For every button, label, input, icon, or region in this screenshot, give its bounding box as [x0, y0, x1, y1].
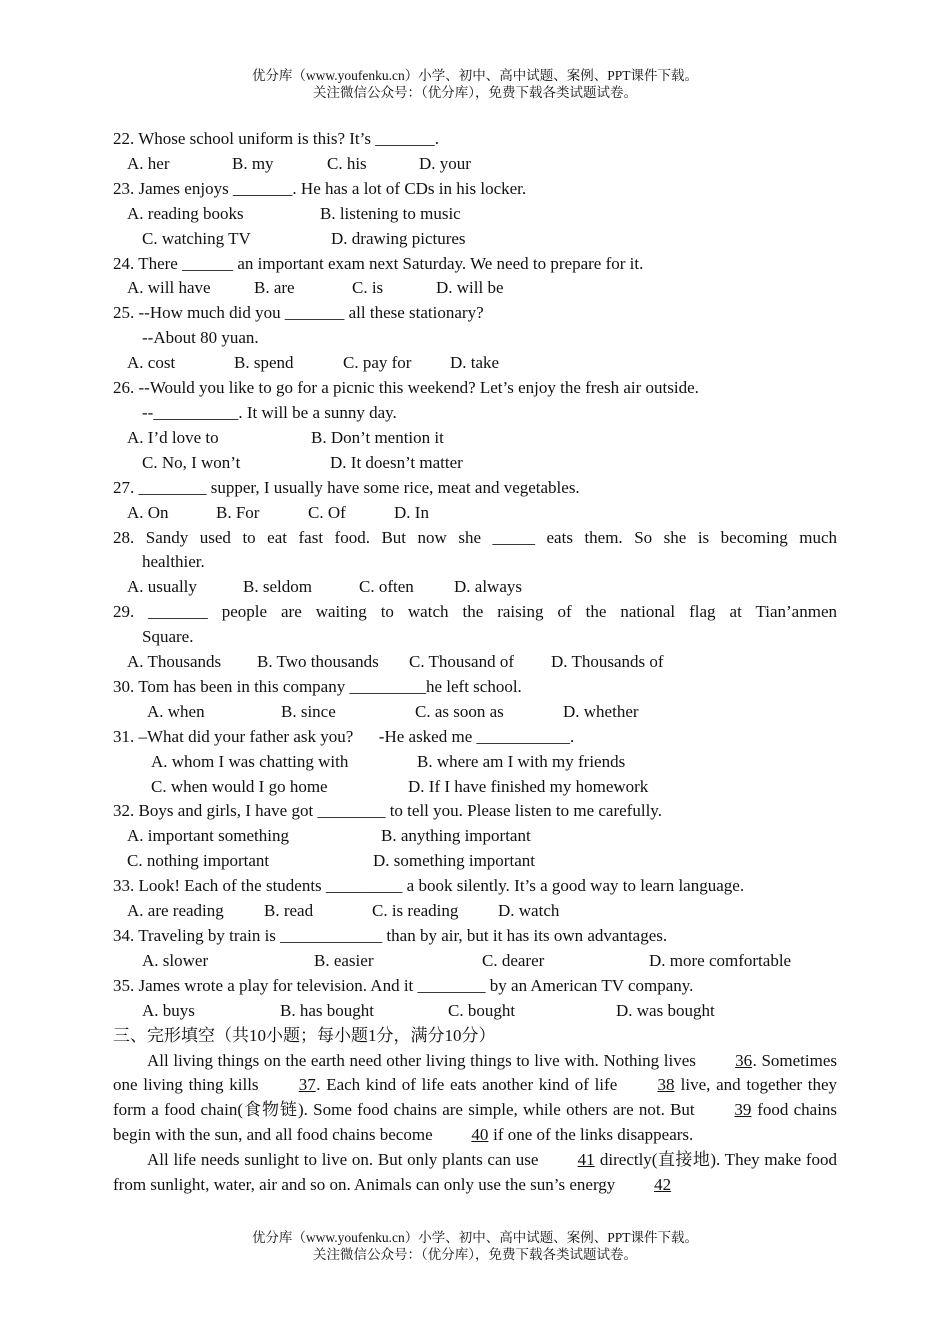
option-d: D. always	[454, 577, 522, 597]
option-a: A. when	[147, 701, 205, 721]
question-32-stem: 32. Boys and girls, I have got ________ to tell you. Please listen to me carefully.	[113, 801, 662, 821]
option-b: B. For	[216, 502, 260, 522]
question-26-options-row1	[113, 426, 837, 451]
question-27-stem: 27. ________ supper, I usually have some rice, meat and vegetables.	[113, 477, 580, 497]
cloze-text: live, and together they form a food chain(食物链). Some food chains are simple, while others are not. But	[113, 1075, 838, 1120]
option-c: C. watching TV	[142, 228, 251, 248]
option-d: D. Thousands of	[551, 652, 664, 672]
question-35-options	[113, 999, 837, 1024]
question-27-options	[113, 501, 837, 526]
section-3-heading: 三、完形填空（共10小题；每小题1分，满分10分）	[113, 1025, 496, 1045]
question-23-options-row1	[113, 202, 837, 227]
option-b: B. anything important	[381, 826, 531, 846]
cloze-text: if one of the links disappears.	[493, 1125, 694, 1145]
option-a: A. I’d love to	[127, 427, 219, 447]
option-b: B. Two thousands	[257, 652, 379, 672]
option-a: A. usually	[127, 577, 197, 597]
option-b: B. read	[264, 901, 314, 921]
option-a: A. On	[127, 502, 169, 522]
footer-line-1: 优分库（www.youfenku.cn）小学、初中、高中试题、案例、PPT课件下载。	[251, 1230, 699, 1245]
option-b: B. since	[281, 701, 336, 721]
option-a: A. whom I was chatting with	[151, 751, 349, 771]
option-d: D. take	[450, 353, 500, 373]
question-25-stem-2: --About 80 yuan.	[142, 328, 259, 348]
question-29-stem: 29. _______ people are waiting to watch the raising of the national flag at Tian’anmen	[113, 602, 837, 622]
option-d: D. watch	[498, 901, 560, 921]
cloze-blank-39: 39	[734, 1100, 752, 1120]
option-b: B. Don’t mention it	[311, 427, 444, 447]
question-31-stem: 31. –What did your father ask you? -He asked me ___________.	[113, 726, 575, 746]
option-b: B. easier	[314, 950, 374, 970]
question-29-stem-2: Square.	[142, 627, 194, 647]
option-a: A. slower	[142, 950, 209, 970]
question-31-options-row2	[113, 775, 837, 800]
cloze-paragraph-2	[113, 1148, 837, 1198]
cloze-paragraph-1	[113, 1049, 837, 1149]
question-35-stem: 35. James wrote a play for television. And it ________ by an American TV company.	[113, 975, 694, 995]
question-25-options	[113, 351, 837, 376]
option-c: C. Thousand of	[409, 652, 514, 672]
exam-content	[113, 127, 837, 1198]
question-30-options	[113, 700, 837, 725]
option-d: D. your	[419, 153, 471, 173]
option-b: B. where am I with my friends	[417, 751, 626, 771]
option-d: D. was bought	[616, 1000, 715, 1020]
page-footer	[0, 1229, 950, 1263]
question-26-options-row2	[113, 451, 837, 476]
option-d: D. drawing pictures	[331, 228, 466, 248]
question-23-options-row2	[113, 227, 837, 252]
option-c: C. pay for	[343, 353, 412, 373]
option-c: C. bought	[448, 1000, 516, 1020]
question-32-options-row1	[113, 824, 837, 849]
question-22-stem: 22. Whose school uniform is this? It’s _______.	[113, 129, 439, 148]
question-33-stem: 33. Look! Each of the students _________ a book silently. It’s a good way to learn language.	[113, 876, 745, 896]
question-22-options	[113, 152, 837, 177]
option-b: B. has bought	[280, 1000, 374, 1020]
option-d: D. If I have finished my homework	[408, 776, 649, 796]
question-24-options	[113, 276, 837, 301]
option-a: A. will have	[127, 278, 211, 298]
option-a: A. reading books	[127, 203, 244, 223]
option-b: B. are	[254, 278, 295, 298]
question-29-options	[113, 650, 837, 675]
option-c: C. Of	[308, 502, 346, 522]
cloze-text: All living things on the earth need other living things to live with. Nothing lives	[147, 1050, 696, 1070]
cloze-text: . Each kind of life eats another kind of life	[316, 1075, 618, 1095]
cloze-text: All life needs sunlight to live on. But only plants can use	[147, 1150, 539, 1170]
question-31-options-row1	[113, 750, 837, 775]
option-d: D. It doesn’t matter	[330, 452, 463, 472]
cloze-blank-41: 41	[577, 1150, 595, 1170]
option-d: D. more comfortable	[649, 950, 792, 970]
cloze-text: . Sometimes one living thing kills	[113, 1050, 838, 1095]
cloze-blank-40: 40	[471, 1125, 489, 1145]
option-c: C. No, I won’t	[142, 452, 241, 472]
option-b: B. my	[232, 153, 274, 173]
question-28-stem-2: healthier.	[142, 552, 205, 572]
header-line-2: 关注微信公众号：（优分库），免费下载各类试题试卷。	[313, 85, 637, 100]
footer-line-2: 关注微信公众号：（优分库），免费下载各类试题试卷。	[313, 1247, 637, 1262]
option-c: C. nothing important	[127, 851, 270, 871]
option-d: D. will be	[436, 278, 504, 298]
question-30-stem: 30. Tom has been in this company _________he left school.	[113, 676, 522, 696]
cloze-text: food chains begin with the sun, and all food chains become	[113, 1100, 838, 1145]
question-24-stem: 24. There ______ an important exam next Saturday. We need to prepare for it.	[113, 253, 644, 273]
option-c: C. as soon as	[415, 701, 504, 721]
option-a: A. buys	[142, 1000, 195, 1020]
option-d: D. whether	[563, 701, 639, 721]
question-32-options-row2	[113, 849, 837, 874]
option-a: A. cost	[127, 353, 176, 373]
option-b: B. seldom	[243, 577, 312, 597]
cloze-blank-42: 42	[654, 1175, 672, 1195]
question-23-stem: 23. James enjoys _______. He has a lot of CDs in his locker.	[113, 178, 527, 198]
option-d: D. something important	[373, 851, 535, 871]
cloze-blank-37: 37	[298, 1075, 316, 1095]
option-c: C. when would I go home	[151, 776, 328, 796]
option-a: A. are reading	[127, 901, 224, 921]
option-c: C. is	[352, 278, 384, 298]
cloze-blank-36: 36	[735, 1050, 753, 1070]
option-a: A. her	[127, 153, 170, 173]
cloze-text: directly(直接地). They make food from sunlight, water, air and so on. Animals can only use the sun’s energy	[113, 1150, 838, 1195]
option-c: C. often	[359, 577, 414, 597]
question-33-options	[113, 899, 837, 924]
question-28-options	[113, 575, 837, 600]
option-a: A. important something	[127, 826, 289, 846]
question-26-stem: 26. --Would you like to go for a picnic this weekend? Let’s enjoy the fresh air outside.	[113, 378, 699, 398]
question-28-stem: 28. Sandy used to eat fast food. But now she _____ eats them. So she is becoming much	[113, 527, 837, 547]
question-34-options	[113, 949, 837, 974]
page-header	[0, 67, 950, 101]
option-c: C. is reading	[372, 901, 459, 921]
cloze-blank-38: 38	[657, 1075, 675, 1095]
option-d: D. In	[394, 502, 429, 522]
option-c: C. his	[327, 153, 367, 173]
question-25-stem: 25. --How much did you _______ all these stationary?	[113, 303, 484, 323]
header-line-1: 优分库（www.youfenku.cn）小学、初中、高中试题、案例、PPT课件下载。	[251, 68, 699, 83]
option-b: B. listening to music	[320, 203, 461, 223]
question-34-stem: 34. Traveling by train is ____________ than by air, but it has its own advantages.	[113, 926, 668, 945]
option-a: A. Thousands	[127, 652, 222, 672]
option-c: C. dearer	[482, 950, 545, 970]
question-26-stem-2: --__________. It will be a sunny day.	[142, 402, 397, 422]
option-b: B. spend	[234, 353, 294, 373]
